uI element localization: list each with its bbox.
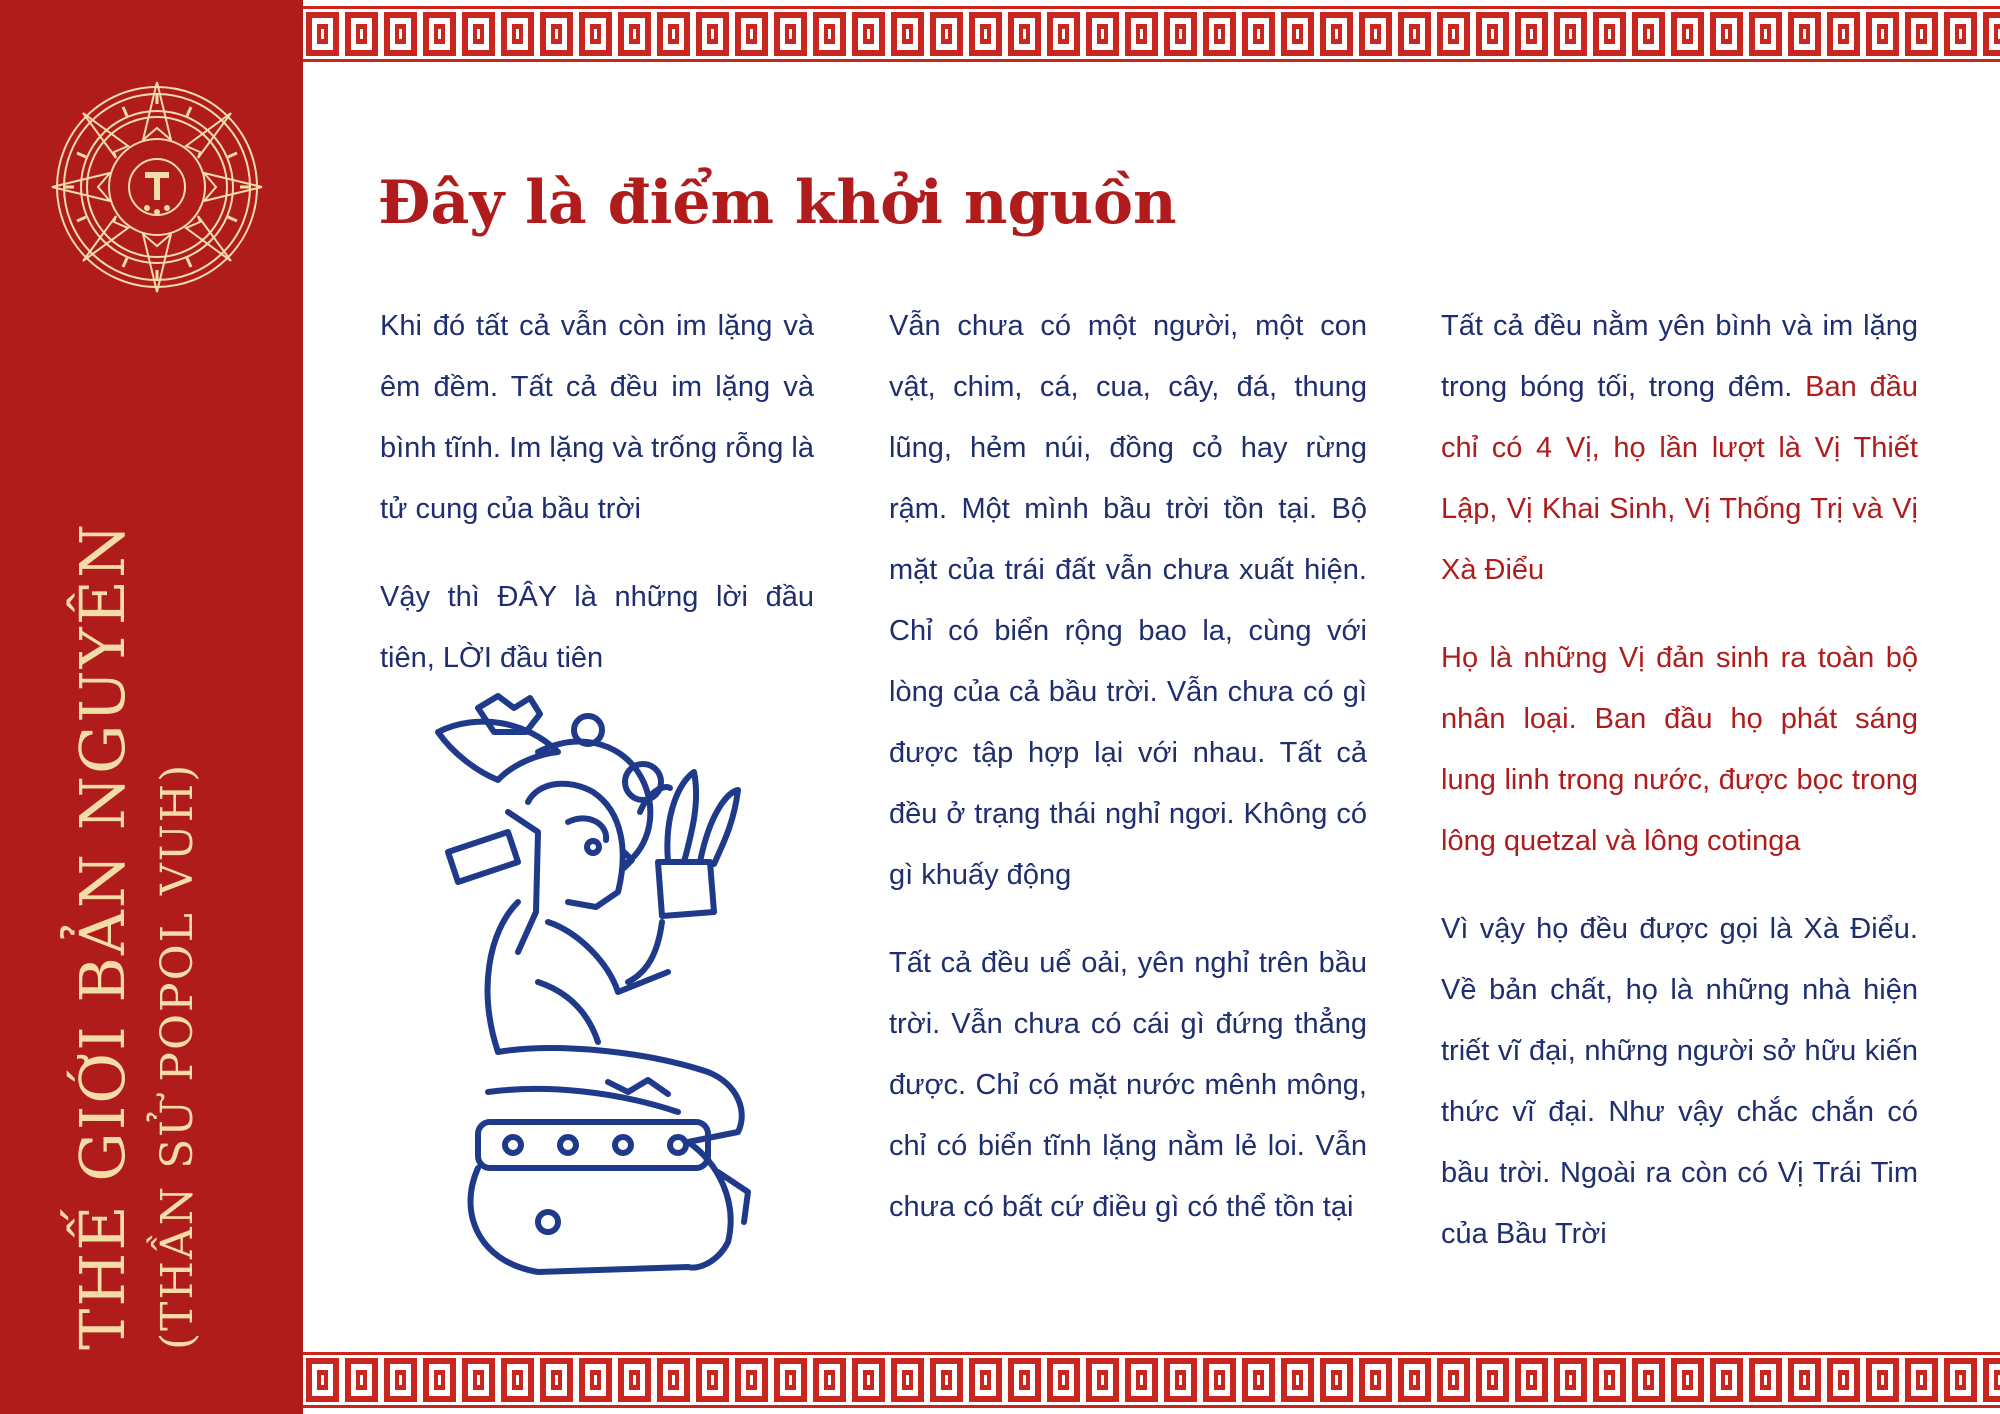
aztec-sun-calendar-icon <box>50 80 264 294</box>
page-title: Đây là điểm khởi nguồn <box>378 168 1177 238</box>
greek-key-border-top <box>303 6 2000 62</box>
paragraph: Họ là những Vị đản sinh ra toàn bộ nhân loại. Ban đầu họ phát sáng lung linh trong nước, được bọc trong lông quetzal và lông cotinga <box>1441 642 1918 857</box>
paragraph: Vì vậy họ đều được gọi là Xà Điểu. Về bản chất, họ là những nhà hiện triết vĩ đại, những người sở hữu kiến thức vĩ đại. Như vậy chắc chắn có bầu trời. Ngoài ra còn có Vị Trái Tim của Bầu Trời <box>1441 913 1918 1250</box>
mayan-figure-illustration-icon <box>418 692 790 1280</box>
sidebar-title <box>66 521 203 1350</box>
paragraph <box>1441 296 1918 601</box>
text-column-2 <box>889 296 1367 1265</box>
paragraph: Vẫn chưa có một người, một con vật, chim, cá, cua, cây, đá, thung lũng, hẻm núi, đồng cỏ hay rừng rậm. Một mình bầu trời tồn tại. Bộ mặt của trái đất vẫn chưa xuất hiện. Chỉ có biển rộng bao la, cùng với lòng của cả bầu trời. Vẫn chưa có gì được tập hợp lại với nhau. Tất cả đều ở trạng thái nghỉ ngơi. Không có gì khuấy động <box>889 310 1367 891</box>
sidebar <box>0 0 303 1414</box>
greek-key-border-bottom <box>303 1352 2000 1408</box>
paragraph: Vậy thì ĐÂY là những lời đầu tiên, LỜI đầu tiên <box>380 581 814 674</box>
paragraph: Tất cả đều uể oải, yên nghỉ trên bầu trời. Vẫn chưa có cái gì đứng thẳng được. Chỉ có mặt nước mênh mông, chỉ có biển tĩnh lặng nằm lẻ loi. Vẫn chưa có bất cứ điều gì có thể tồn tại <box>889 947 1367 1223</box>
paragraph-blue-part: Tất cả đều nằm yên bình và im lặng trong bóng tối, trong đêm. <box>1441 310 1918 403</box>
sidebar-title-main: THẾ GIỚI BẢN NGUYÊN <box>66 521 139 1350</box>
text-column-3 <box>1441 296 1918 1292</box>
sidebar-title-subtitle: (THẦN SỬ POPOL VUH) <box>152 762 203 1350</box>
text-column-1 <box>380 296 814 716</box>
paragraph-red-part: Ban đầu chỉ có 4 Vị, họ lần lượt là Vị Thiết Lập, Vị Khai Sinh, Vị Thống Trị và Vị Xà Điểu <box>1441 371 1918 586</box>
paragraph: Khi đó tất cả vẫn còn im lặng và êm đềm. Tất cả đều im lặng và bình tĩnh. Im lặng và trống rỗng là tử cung của bầu trời <box>380 310 814 525</box>
